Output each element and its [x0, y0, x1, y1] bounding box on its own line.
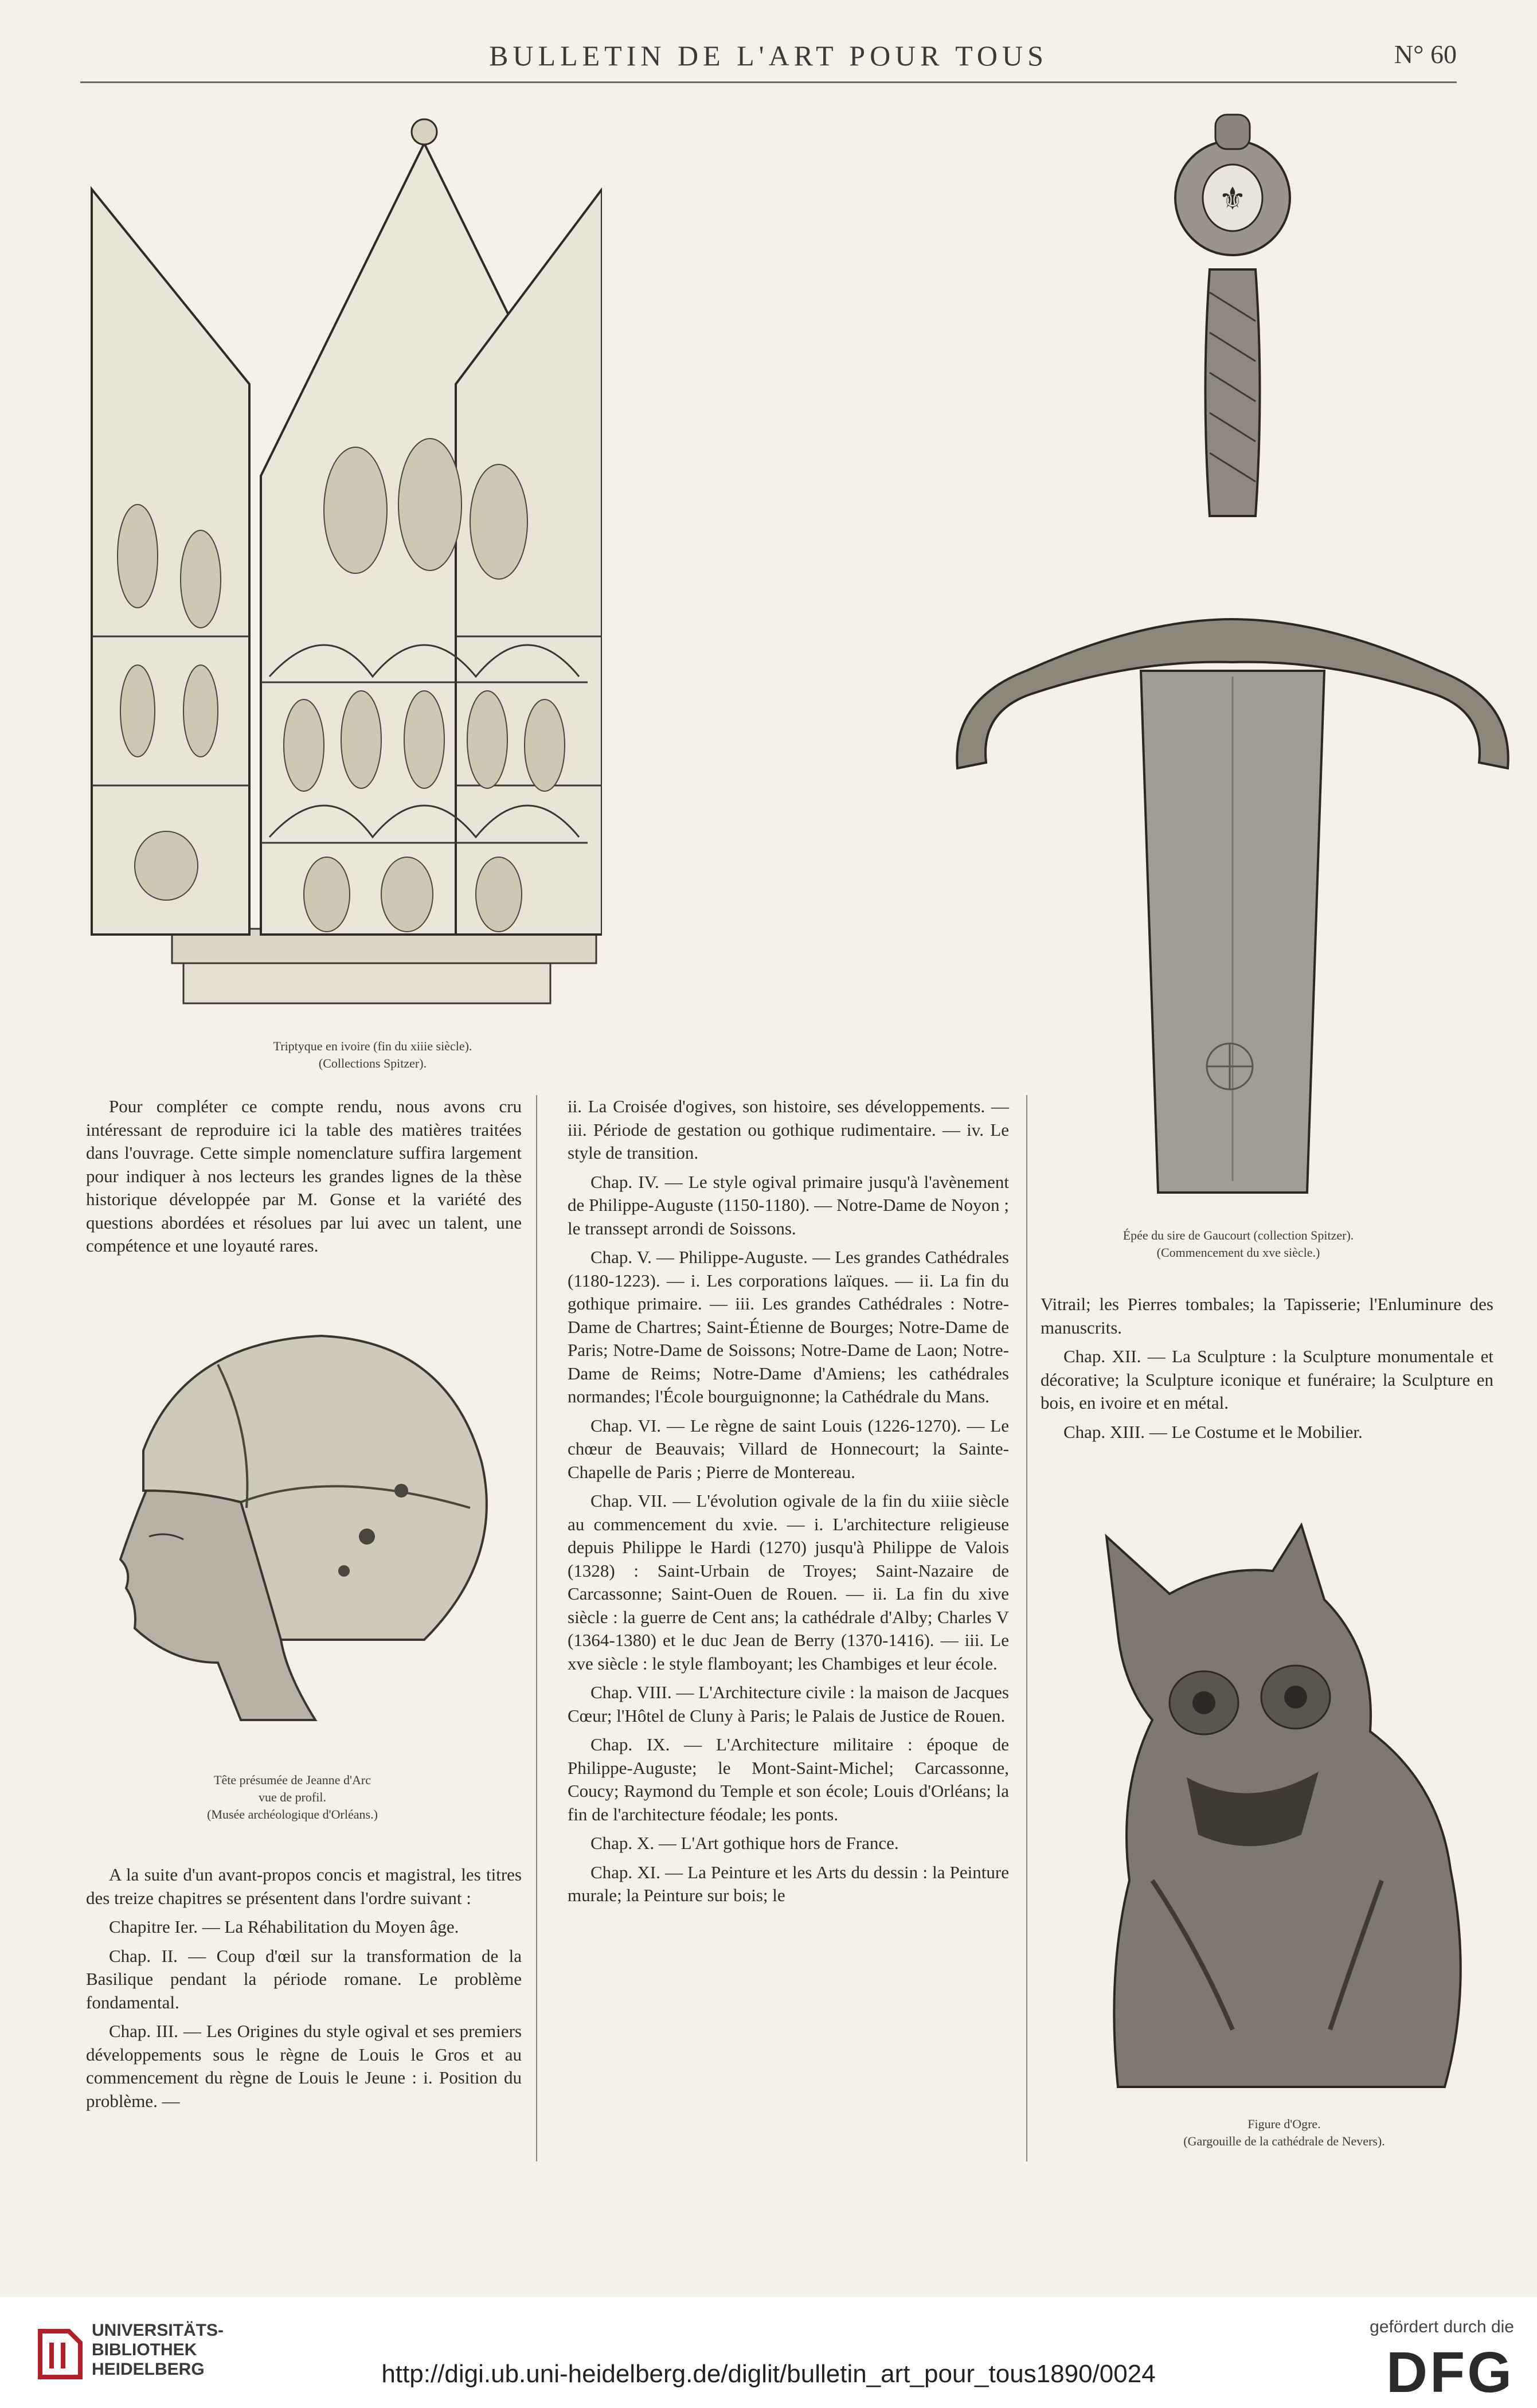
head-caption-line1: Tête présumée de Jeanne d'Arc	[214, 1773, 371, 1787]
paragraph: Chap. V. — Philippe-Auguste. — Les grandes Cathédrales (1180-1223). — i. Les corporations laïques. — ii. La fin du gothique primaire. — iii. Les grandes Cathédrales : Notre-Dame de Chartres; Saint-Étienne de Bourges; Notre-Dame de Paris; Notre-Dame de Soissons; Notre-Dame de Laon; Notre-Dame de Reims; Notre-Dame d'Amiens; les cathédrales normandes; l'École bourguignonne; la Cathédrale du Mans.	[568, 1247, 1009, 1406]
left-column-bottom-text	[86, 1863, 522, 2118]
ogre-caption	[1101, 2116, 1468, 2150]
paragraph: Chap. IX. — L'Architecture militaire : époque de Philippe-Auguste; le Mont-Saint-Michel; Carcassonne, Coucy; Raymond du Temple et son école; Louis d'Orléans; la fin de l'architecture féodale; les ponts.	[568, 1734, 1009, 1824]
ogre-caption-line2: (Gargouille de la cathédrale de Nevers).	[1183, 2134, 1385, 2148]
sword-illustration	[940, 103, 1513, 1210]
header-rule	[80, 81, 1457, 83]
paragraph: Chap. VI. — Le règne de saint Louis (1226-1270). — Le chœur de Beauvais; Villard de Honnecourt; la Sainte-Chapelle de Paris ; Pierre de Montereau.	[568, 1415, 1009, 1482]
library-line2: BIBLIOTHEK	[92, 2340, 197, 2359]
dfg-logo: DFG	[1386, 2340, 1514, 2405]
paragraph: Chap. III. — Les Origines du style ogival et ses premiers développements sous le règne de Louis le Gros et au commencement du règne de Louis le Jeune : i. Position du problème. —	[86, 2021, 522, 2111]
journal-title: BULLETIN DE L'ART POUR TOUS	[489, 40, 1048, 72]
joan-head-illustration	[69, 1319, 539, 1743]
paragraph: Chap. VII. — L'évolution ogivale de la fin du xiiie siècle au commencement du xvie. — i. L'architecture religieuse depuis Philippe le Hardi (1270) jusqu'à Philippe de Valois (1328) : Saint-Urbain de Troyes; Saint-Nazaire de Carcassonne; Saint-Ouen de Rouen. — ii. La fin du xive siècle : la guerre de Cent ans; la cathédrale d'Alby; Charles V (1364-1380) et le duc Jean de Berry (1370-1416). — iii. Le xve siècle : le style flamboyant; les Chambiges et leur école.	[568, 1491, 1009, 1674]
sword-caption-line2: (Commencement du xve siècle.)	[1156, 1245, 1320, 1260]
paragraph: Pour compléter ce compte rendu, nous avons cru intéressant de reproduire ici la table des matières traitées dans l'ouvrage. Cette simple nomenclature suffira largement pour indiquer à nos lecteurs les grandes lignes de la thèse historique développée par M. Gonse et la variété des questions abordées et résolues par lui avec un talent, une compétence et une loyauté rares.	[86, 1096, 522, 1256]
head-caption	[132, 1772, 453, 1823]
viewer-footer	[0, 2297, 1537, 2408]
svg-text:⚜: ⚜	[1218, 181, 1247, 217]
permalink-url[interactable]: http://digi.ub.uni-heidelberg.de/diglit/bulletin_art_pour_tous1890/0024	[381, 2360, 1156, 2388]
paragraph: Chap. IV. — Le style ogival primaire jusqu'à l'avènement de Philippe-Auguste (1150-1180). — Notre-Dame de Noyon ; le transsept arrondi de Soissons.	[568, 1171, 1009, 1238]
paragraph: Chap. XII. — La Sculpture : la Sculpture monumentale et décorative; la Sculpture iconique et funéraire; la Sculpture en bois, en ivoire et en métal.	[1041, 1346, 1493, 1413]
column-rule-right	[1026, 1095, 1027, 2161]
middle-column-text	[568, 1095, 1009, 1913]
ogre-gargoyle-illustration	[1084, 1514, 1485, 2110]
library-line1: UNIVERSITÄTS-	[92, 2321, 224, 2340]
triptych-caption-line1: Triptyque en ivoire (fin du xiiie siècle).	[273, 1039, 472, 1053]
funder-label: gefördert durch die	[1370, 2317, 1514, 2336]
paragraph: Vitrail; les Pierres tombales; la Tapisserie; l'Enluminure des manuscrits.	[1041, 1294, 1493, 1338]
issue-number: N° 60	[1394, 40, 1457, 69]
triptych-illustration	[86, 109, 602, 1026]
paragraph: ii. La Croisée d'ogives, son histoire, ses développements. — iii. Période de gestation ou gothique rudimentaire. — iv. Le style de transition.	[568, 1096, 1009, 1163]
sword-caption-line1: Épée du sire de Gaucourt (collection Spitzer).	[1123, 1228, 1354, 1242]
page-header	[0, 34, 1537, 86]
paragraph: Chap. XI. — La Peinture et les Arts du dessin : la Peinture murale; la Peinture sur bois; le	[568, 1862, 1009, 1905]
left-column-top-text	[86, 1095, 522, 1264]
head-caption-line2: vue de profil.	[259, 1790, 326, 1804]
paragraph: Chap. II. — Coup d'œil sur la transformation de la Basilique pendant la période romane. Le problème fondamental.	[86, 1945, 522, 2012]
ogre-caption-line1: Figure d'Ogre.	[1247, 2117, 1321, 2131]
paragraph: Chap. XIII. — Le Costume et le Mobilier.	[1063, 1421, 1363, 1442]
paragraph: Chapitre Ier. — La Réhabilitation du Moyen âge.	[109, 1917, 459, 1937]
paragraph: Chap. VIII. — L'Architecture civile : la maison de Jacques Cœur; l'Hôtel de Cluny à Paris; le Palais de Justice de Rouen.	[568, 1682, 1009, 1726]
sword-caption	[1032, 1227, 1445, 1261]
library-line3: HEIDELBERG	[92, 2360, 205, 2379]
paragraph: Chap. X. — L'Art gothique hors de France.	[590, 1833, 899, 1853]
triptych-caption	[172, 1038, 573, 1072]
right-column-text	[1041, 1293, 1493, 1449]
paragraph: A la suite d'un avant-propos concis et magistral, les titres des treize chapitres se présentent dans l'ordre suivant :	[86, 1864, 522, 1908]
head-caption-line3: (Musée archéologique d'Orléans.)	[207, 1807, 378, 1821]
triptych-caption-line2: (Collections Spitzer).	[318, 1056, 427, 1070]
